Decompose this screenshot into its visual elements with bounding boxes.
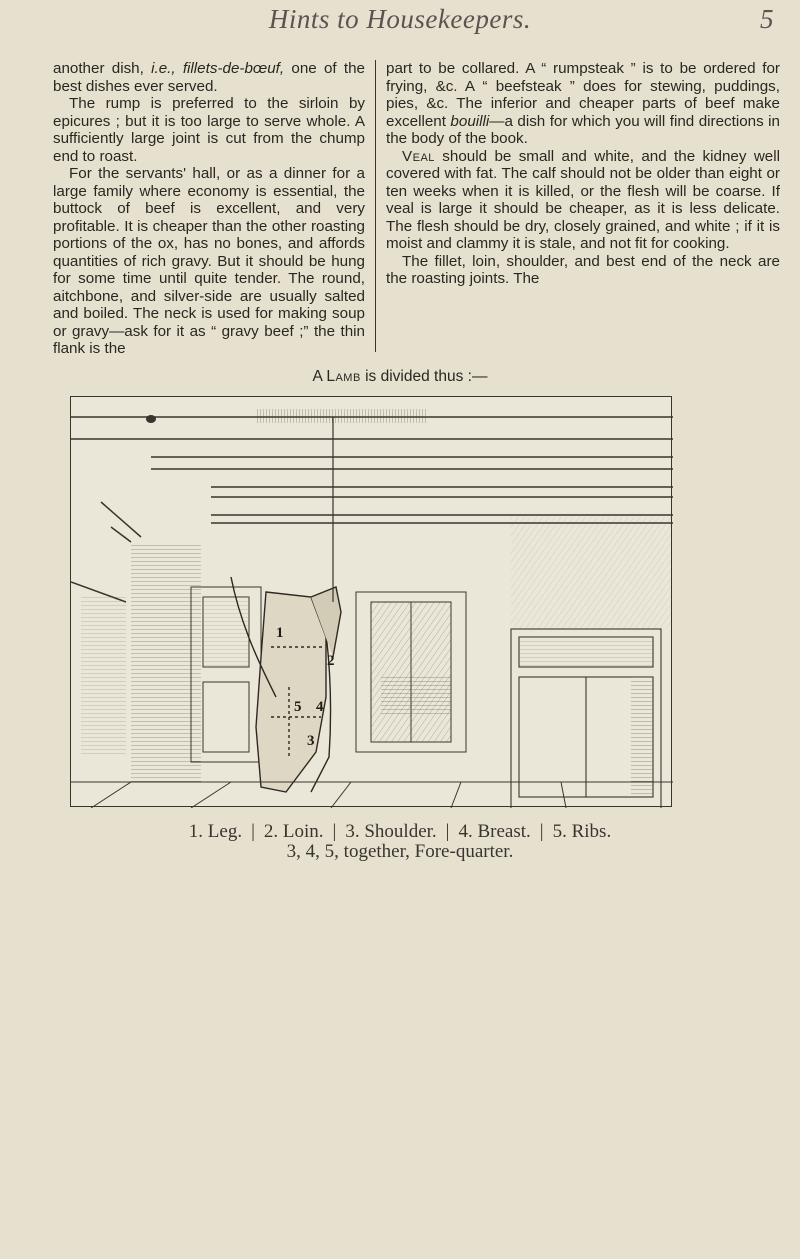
cut-label-4: 4	[316, 699, 324, 715]
right-paragraph-2: Veal should be small and white, and the kidney well covered with fat. The calf should not be older than eight or ten weeks when it is killed, or the flesh will be coarse. If veal is large it should be cheaper, as it is less delicate. The flesh should be dry, closely grained, and white ; if it is moist and clammy it is stale, and not fit for cooking.	[386, 147, 780, 252]
cut-label-2: 2	[327, 653, 335, 669]
legend-shoulder: 3. Shoulder.	[345, 821, 437, 842]
right-column	[386, 60, 780, 288]
left-paragraph-2: The rump is preferred to the sirloin by epicures ; but it is too large to serve whole. A sufficiently large joint is cut from the chump end to roast.	[53, 95, 365, 165]
lamb-illustration	[70, 396, 672, 807]
running-title: Hints to Housekeepers.	[268, 4, 532, 34]
cut-label-3: 3	[307, 733, 315, 749]
legend-line-2: 3, 4, 5, together, Fore-quarter.	[286, 841, 514, 862]
figure-legend	[0, 822, 800, 862]
column-divider	[375, 60, 376, 352]
legend-breast: 4. Breast.	[458, 821, 531, 842]
page-header	[0, 0, 800, 48]
legend-line-1: 1. Leg. | 2. Loin. | 3. Shoulder. | 4. Breast. | 5. Ribs.	[188, 821, 612, 842]
legend-loin: 2. Loin.	[263, 821, 324, 842]
left-column	[53, 60, 365, 358]
lamb-engraving	[71, 397, 673, 808]
cut-label-5: 5	[294, 699, 302, 715]
left-paragraph-1: another dish, i.e., fillets-de-bœuf, one of the best dishes ever served.	[53, 60, 366, 95]
legend-leg: 1. Leg.	[188, 821, 243, 842]
left-paragraph-3: For the servants' hall, or as a dinner for a large family where economy is essential, the buttock of beef is excellent, and very profitable. It is cheaper than the other roasting portions of the ox, has no bones, and affords quantities of rich gravy. But it should be hung for some time until quite tender. The round, aitchbone, and silver-side are usually salted and boiled. The neck is used for making soup or gravy—ask for it as “ gravy beef ;” the thin flank is the	[53, 165, 365, 357]
figure-caption: A Lamb is divided thus :—	[312, 368, 488, 385]
page-number: 5	[760, 4, 774, 34]
cut-label-1: 1	[276, 625, 284, 641]
hook-icon	[146, 415, 156, 423]
right-paragraph-1: part to be collared. A “ rumpsteak ” is to be ordered for frying, &c. A “ beefsteak ” does for stewing, puddings, pies, &c. The inferior and cheaper parts of beef make excellent bouilli—a dish for which you will find directions in the body of the book.	[386, 60, 780, 147]
right-paragraph-3: The fillet, loin, shoulder, and best end of the neck are the roasting joints. The	[386, 252, 780, 287]
text-columns	[53, 60, 780, 380]
legend-ribs: 5. Ribs.	[552, 821, 612, 842]
